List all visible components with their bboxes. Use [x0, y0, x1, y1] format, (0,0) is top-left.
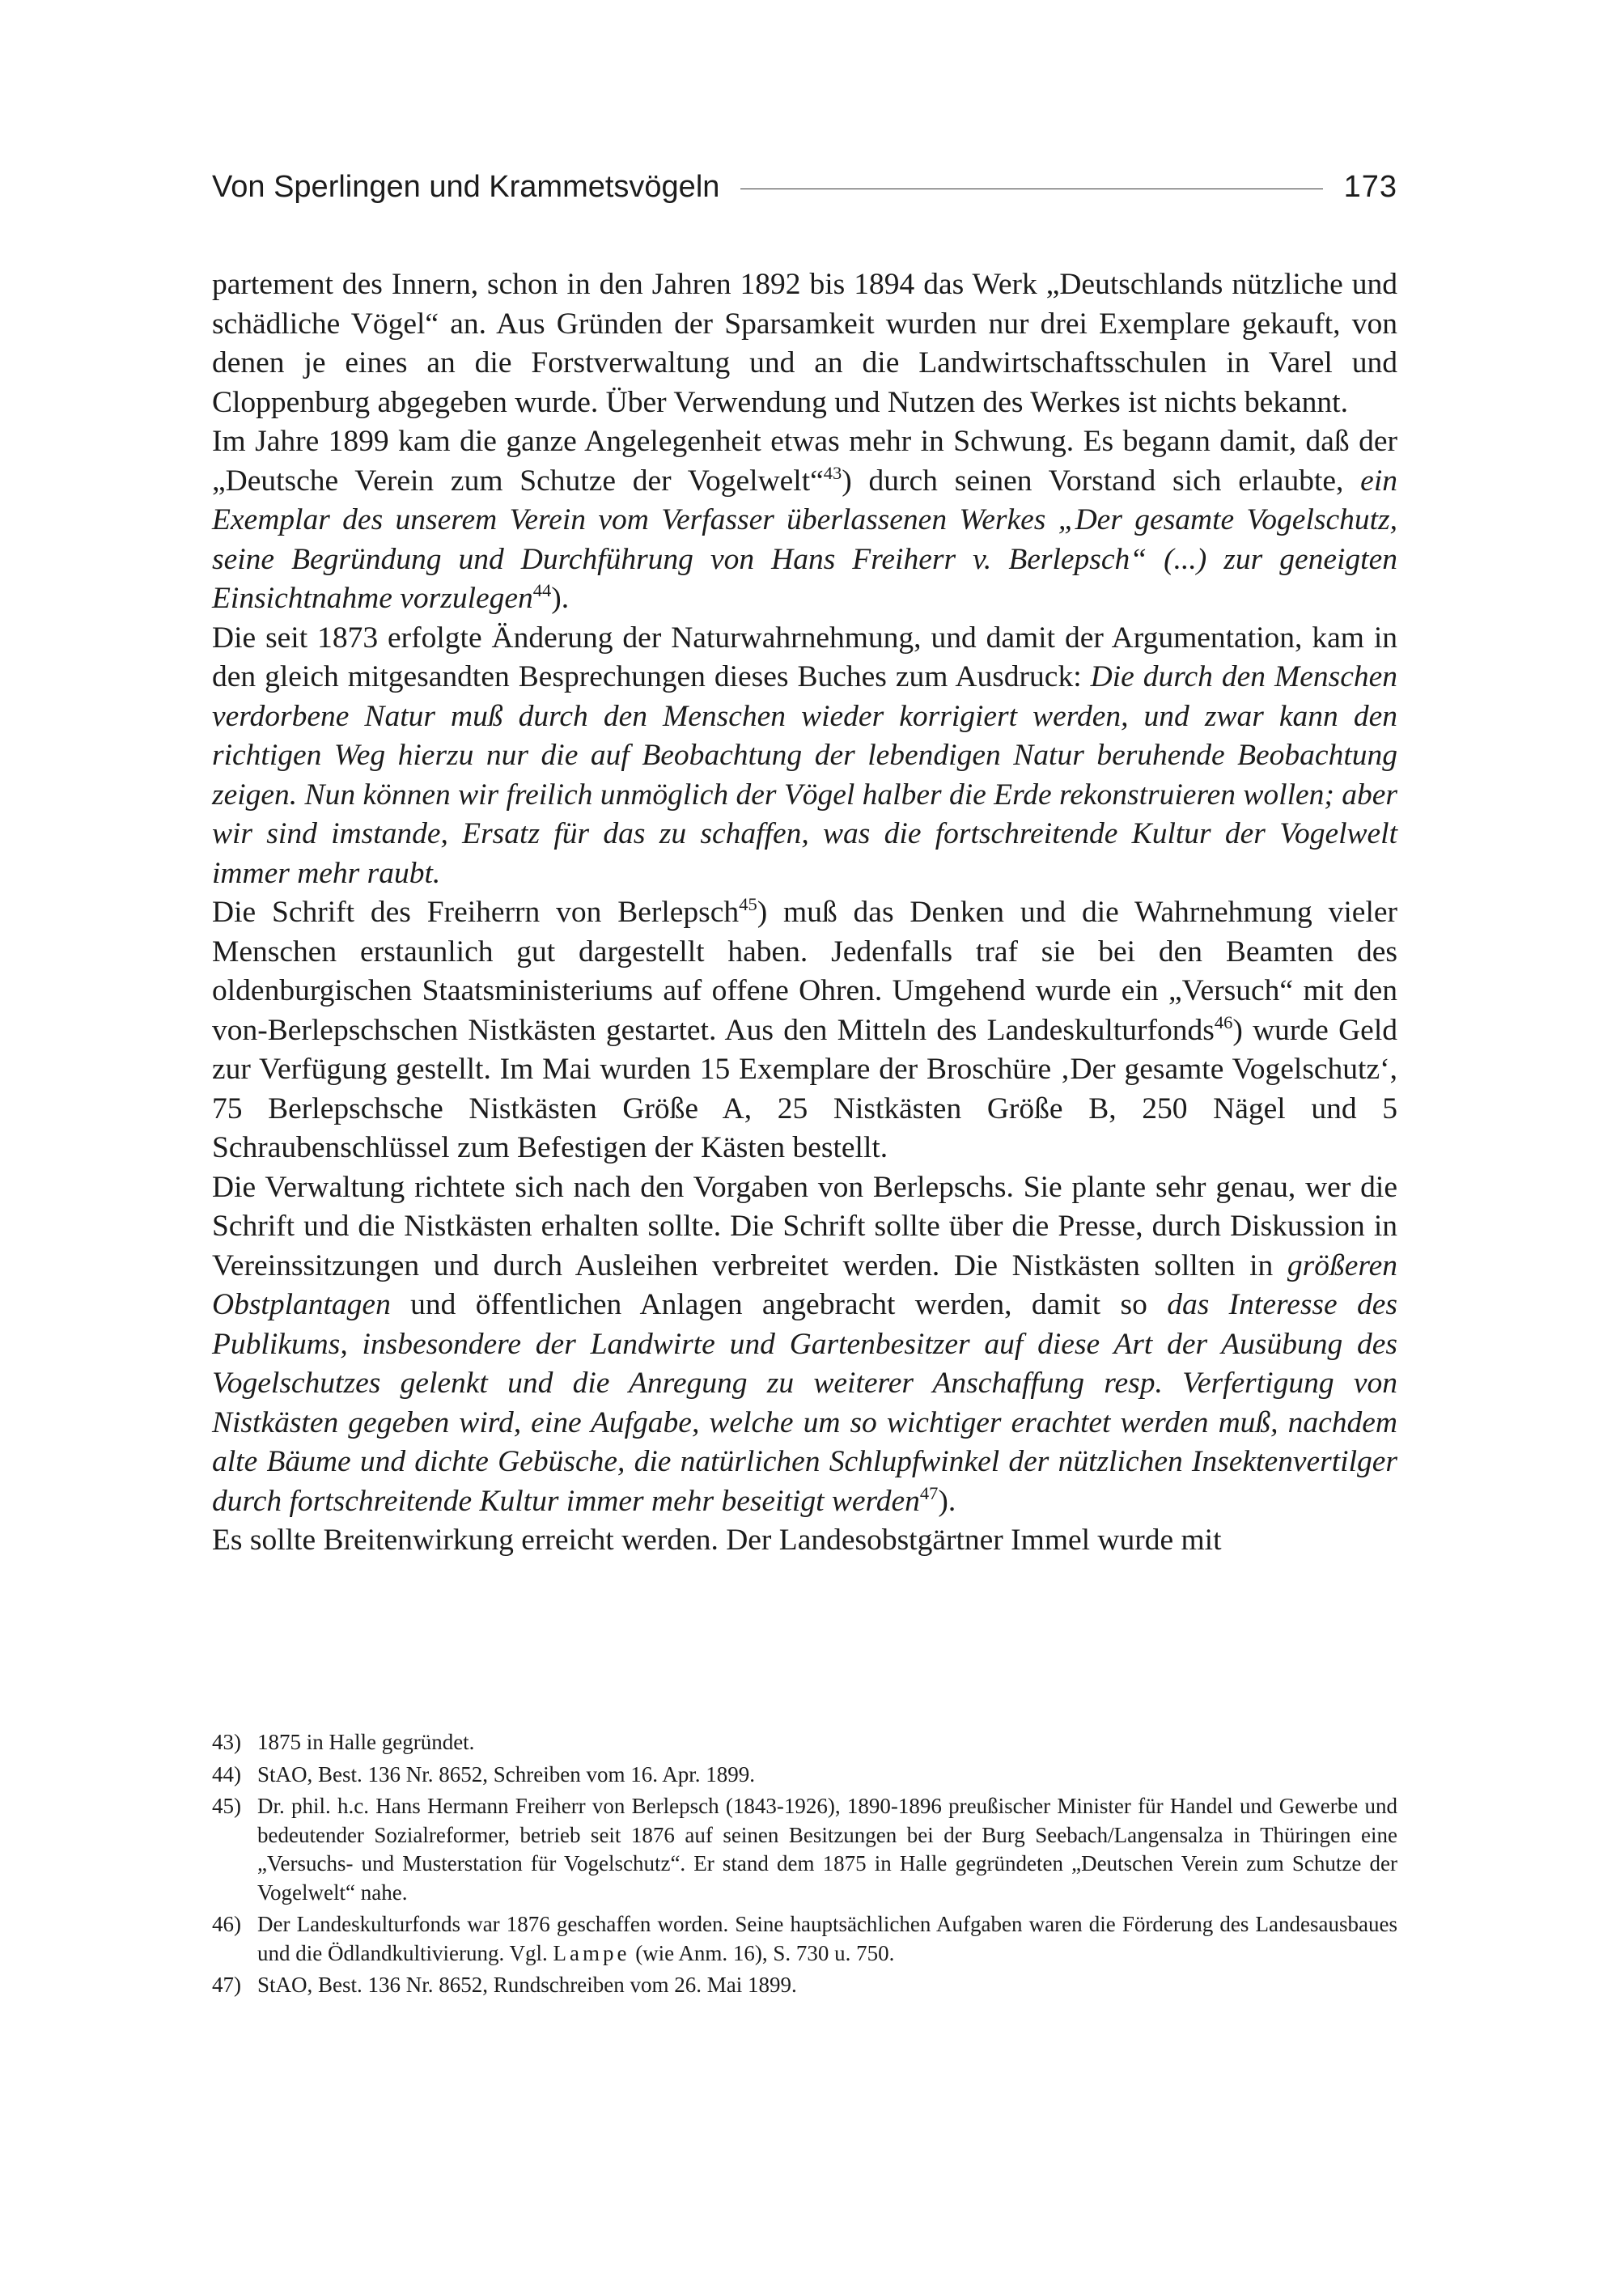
text-run: Der Landeskulturfonds war 1876 geschaffen worden. Seine hauptsächlichen Aufgaben waren die Förderung des Landesausbaues und die Ödlandkultivierung. Vgl.	[257, 1912, 1397, 1965]
italic-quote: größeren Obstplantagen	[212, 1248, 1397, 1321]
footnote	[212, 1910, 1397, 1968]
footnote-text	[257, 1971, 1397, 2000]
footnote-ref: 44	[532, 580, 552, 601]
footnotes	[212, 1728, 1397, 2003]
footnote-number: 46)	[212, 1912, 241, 1936]
body-text	[212, 265, 1397, 1561]
italic-quote: ein Exemplar des unserem Verein vom Verfasser überlassenen Werkes „Der gesamte Vogelschutz, seine Begründung und Durchführung von Hans Freiherr v. Berlepsch“ (...) zur geneigten Einsichtnahme vorzulegen	[212, 464, 1397, 615]
footnote	[212, 1792, 1397, 1907]
text-run: partement des Innern, schon in den Jahren 1892 bis 1894 das Werk „Deutschlands nützliche und schädliche Vögel“ an. Aus Gründen der Sparsamkeit wurden nur drei Exemplare gekauft, von denen je eines an die Forstverwaltung und an die Landwirtschaftsschulen in Varel und Cloppenburg abgegeben wurde. Über Verwendung und Nutzen des Werkes ist nichts bekannt.	[212, 268, 1397, 419]
paragraph	[212, 1521, 1397, 1561]
footnote-number: 43)	[212, 1730, 241, 1754]
running-head	[212, 154, 1397, 220]
running-title: Von Sperlingen und Krammetsvögeln	[212, 170, 720, 204]
text-run: ) muß das Denken und die Wahrnehmung vieler Menschen erstaunlich gut dargestellt haben. Jedenfalls traf sie bei den Beamten des oldenburgischen Staatsministeriums auf offene Ohren. Umgehend wurde ein „Versuch“ mit den von-Berlepschschen Nistkästen gestartet. Aus den Mitteln des Landeskulturfonds	[212, 896, 1397, 1047]
text-run: Dr. phil. h.c. Hans Hermann Freiherr von Berlepsch (1843-1926), 1890-1896 preußischer Minister für Handel und Gewerbe und bedeutender Sozialreformer, betrieb seit 1876 auf seinen Besitzungen bei der Burg Seebach/Langensalza in Thüringen eine „Versuchs- und Musterstation für Vogelschutz“. Er stand dem 1875 in Halle gegründeten „Deutschen Verein zum Schutze der Vogelwelt“ nahe.	[257, 1794, 1397, 1905]
footnote	[212, 1761, 1397, 1790]
author-name: Lampe	[553, 1940, 630, 1965]
text-run: und öffentlichen Anlagen angebracht werden, damit so	[390, 1288, 1168, 1321]
text-run: StAO, Best. 136 Nr. 8652, Schreiben vom 16. Apr. 1899.	[257, 1761, 755, 1787]
italic-quote: das Interesse des Publikums, insbesondere der Landwirte und Gartenbesitzer auf diese Art der Ausübung des Vogelschutzes gelenkt und die Anregung zu weiterer Anschaffung resp. Verfertigung von Nistkästen gegeben wird, eine Aufgabe, welche um so wichtiger erachtet werden muß, nachdem alte Bäume und dichte Gebüsche, die natürlichen Schlupfwinkel der nützlichen Insektenvertilger durch fortschreitende Kultur immer mehr beseitigt werden	[212, 1288, 1397, 1518]
paragraph	[212, 893, 1397, 1168]
footnote-ref: 47	[919, 1482, 939, 1503]
footnote-number: 45)	[212, 1794, 241, 1818]
footnote-ref: 46	[1214, 1011, 1233, 1032]
paragraph	[212, 1168, 1397, 1522]
text-run: 1875 in Halle gegründet.	[257, 1730, 475, 1754]
footnote	[212, 1728, 1397, 1757]
text-run: (wie Anm. 16), S. 730 u. 750.	[630, 1940, 895, 1965]
footnote	[212, 1971, 1397, 2000]
text-run: Es sollte Breitenwirkung erreicht werden. Der Landesobstgärtner Immel wurde mit	[212, 1524, 1222, 1557]
footnote-text	[257, 1761, 1397, 1790]
text-run: Im Jahre 1899 kam die ganze Angelegenheit etwas mehr in Schwung. Es begann damit, daß der „Deutsche Verein zum Schutze der Vogelwelt“	[212, 425, 1397, 498]
page-number: 173	[1343, 170, 1397, 204]
text-run: StAO, Best. 136 Nr. 8652, Rundschreiben vom 26. Mai 1899.	[257, 1973, 797, 1997]
text-run: Die Schrift des Freiherrn von Berlepsch	[212, 896, 740, 929]
text-run: ) durch seinen Vorstand sich erlaubte,	[842, 464, 1361, 498]
text-run: ).	[551, 582, 570, 615]
paragraph	[212, 265, 1397, 422]
footnote-ref: 45	[739, 894, 757, 915]
text-run: ) wurde Geld zur Verfügung gestellt. Im Mai wurden 15 Exemplare der Broschüre ‚Der gesamte Vogelschutz‘, 75 Berlepschsche Nistkästen Größe A, 25 Nistkästen Größe B, 250 Nägel und 5 Schraubenschlüssel zum Befestigen der Kästen bestellt.	[212, 1013, 1397, 1164]
paragraph	[212, 619, 1397, 894]
book-page	[212, 154, 1398, 1997]
footnote-text	[257, 1728, 1397, 1757]
text-run: ).	[938, 1484, 956, 1518]
text-run: Die Verwaltung richtete sich nach den Vorgaben von Berlepschs. Sie plante sehr genau, wer die Schrift und die Nistkästen erhalten sollte. Die Schrift sollte über die Presse, durch Diskussion in Vereinssitzungen und durch Ausleihen verbreitet werden. Die Nistkästen sollten in	[212, 1170, 1397, 1282]
footnote-number: 47)	[212, 1973, 241, 1997]
footnote-text	[257, 1792, 1397, 1907]
footnote-number: 44)	[212, 1761, 241, 1787]
footnote-ref: 43	[823, 462, 842, 483]
italic-quote: Die durch den Menschen verdorbene Natur muß durch den Menschen wieder korrigiert werden, und zwar kann den richtigen Weg hierzu nur die auf Beobachtung der lebendigen Natur beruhende Beobachtung zeigen. Nun können wir freilich unmöglich der Vögel halber die Erde rekonstruieren wollen; aber wir sind imstande, Ersatz für das zu schaffen, was die fortschreitende Kultur der Vogelwelt immer mehr raubt.	[212, 660, 1398, 890]
footnote-text	[257, 1910, 1397, 1968]
paragraph	[212, 422, 1397, 619]
text-run: Die seit 1873 erfolgte Änderung der Naturwahrnehmung, und damit der Argumentation, kam in den gleich mitgesandten Besprechungen dieses Buches zum Ausdruck:	[212, 621, 1397, 693]
